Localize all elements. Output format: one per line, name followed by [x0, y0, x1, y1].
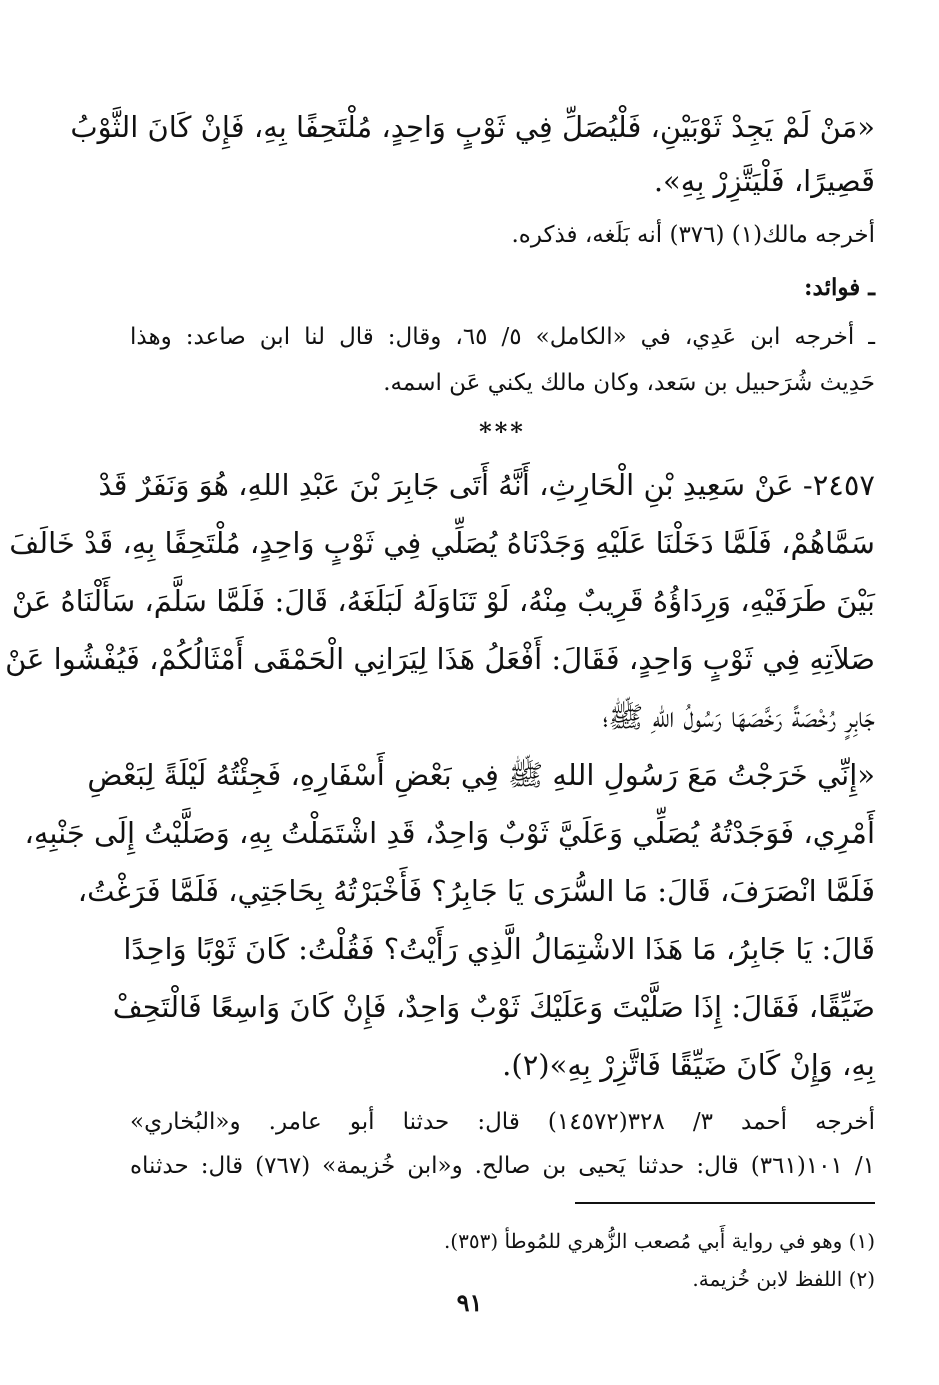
- footnote-1: (١) وهو في رواية أَبي مُصعب الزُّهري للمُوطأ (٣٥٣).: [443, 1229, 875, 1253]
- hadith-2457: [5, 456, 875, 1094]
- top-quote: [70, 100, 875, 208]
- top-quote-line-1: «مَنْ لَمْ يَجِدْ ثَوْبَيْنِ، فَلْيُصَلِّ فِي ثَوْبٍ وَاحِدٍ، مُلْتَحِفًا بِهِ، فَإِنْ كَانَ الثَّوْبُ: [70, 110, 875, 144]
- hadith-line: سَمَّاهُمْ، فَلَمَّا دَخَلْنَا عَلَيْهِ وَجَدْنَاهُ يُصَلِّي فِي ثَوْبٍ وَاحِدٍ، مُلْتَحِفًا بِهِ، قَدْ خَالَفَ: [9, 526, 875, 560]
- section-separator: ***: [479, 417, 526, 446]
- hadith-line: جَابِرٍ رُخْصَةً رَخَّصَهَا رَسُولُ اللهِ ﷺ؛: [602, 700, 875, 734]
- hadith-line: صَلاَتِهِ فِي ثَوْبٍ وَاحِدٍ، فَقَالَ: أَفْعَلُ هَذَا لِيَرَانِي الْحَمْقَى أَمْثَالُكُمْ، فَيُفْشُوا عَنْ: [5, 642, 875, 676]
- hadith-line: ضَيِّقًا، فَقَالَ: إِذَا صَلَّيْتَ وَعَلَيْكَ ثَوْبٌ وَاحِدٌ، فَإِنْ كَانَ وَاسِعًا فَالْتَحِفْ: [112, 990, 875, 1024]
- benefits-heading: ـ فوائد:: [804, 274, 875, 301]
- hadith-line: «إِنِّي خَرَجْتُ مَعَ رَسُولِ اللهِ ﷺ فِي بَعْضِ أَسْفَارِهِ، فَجِئْتُهُ لَيْلَةً لِبَعْضِ: [87, 758, 875, 792]
- hadith-line: أَمْرِي، فَوَجَدْتُهُ يُصَلِّي وَعَلَيَّ ثَوْبٌ وَاحِدٌ، قَدِ اشْتَمَلْتُ بِهِ، وَصَلَّيْتُ إِلَى جَنْبِهِ،: [24, 816, 875, 850]
- hadith-line: قَالَ: يَا جَابِرُ، مَا هَذَا الاشْتِمَالُ الَّذِي رَأَيْتُ؟ فَقُلْتُ: كَانَ ثَوْبًا وَاحِدًا: [123, 932, 875, 966]
- page-number: ٩١: [456, 1288, 483, 1317]
- page-body: [5, 100, 876, 1298]
- footnotes: [130, 1222, 875, 1298]
- hadith-line: بَيْنَ طَرَفَيْهِ، وَرِدَاؤُهُ قَرِيبٌ مِنْهُ، لَوْ تَنَاوَلَهُ لَبَلَغَهُ، قَالَ: فَلَمَّا سَلَّمَ، سَأَلْنَاهُ عَنْ: [11, 584, 875, 618]
- benefits-line-1: ـ أخرجه ابن عَدِي، في «الكامل» ٥/ ٦٥، وقال: قال لنا ابن صاعد: وهذا: [130, 324, 875, 350]
- footnote-divider-wrap: [130, 1188, 875, 1210]
- malik-citation: أخرجه مالك(١) (٣٧٦) أنه بَلَغه، فذكره.: [511, 222, 875, 248]
- hadith-line: فَلَمَّا انْصَرَفَ، قَالَ: مَا السُّرَى يَا جَابِرُ؟ فَأَخْبَرْتُهُ بِحَاجَتِي، فَلَمَّا فَرَغْتُ،: [77, 874, 875, 908]
- top-quote-line-2: قَصِيرًا، فَلْيَتَّزِرْ بِهِ».: [653, 164, 875, 198]
- hadith-line: بِهِ، وَإِنْ كَانَ ضَيِّقًا فَاتَّزِرْ بِهِ»(٢).: [502, 1048, 875, 1082]
- hadith-line: ٢٤٥٧- عَنْ سَعِيدِ بْنِ الْحَارِثِ، أَنَّهُ أَتَى جَابِرَ بْنَ عَبْدِ اللهِ، هُوَ وَنَفَرٌ قَدْ: [98, 468, 875, 502]
- takhrij-line-2: ١/ ١٠١(٣٦١) قال: حدثنا يَحيى بن صالح. و«ابن خُزيمة» (٧٦٧) قال: حدثناه: [130, 1153, 876, 1179]
- takhrij-line-1: أخرجه أحمد ٣/ ٣٢٨(١٤٥٧٢) قال: حدثنا أبو عامر. و«البُخاري»: [130, 1109, 875, 1135]
- footnote-divider: [575, 1202, 875, 1204]
- footnote-2: (٢) اللفظ لابن خُزيمة.: [692, 1267, 875, 1291]
- benefits-line-2: حَدِيث شُرَحبيل بن سَعد، وكان مالك يكني عَن اسمه.: [383, 370, 875, 396]
